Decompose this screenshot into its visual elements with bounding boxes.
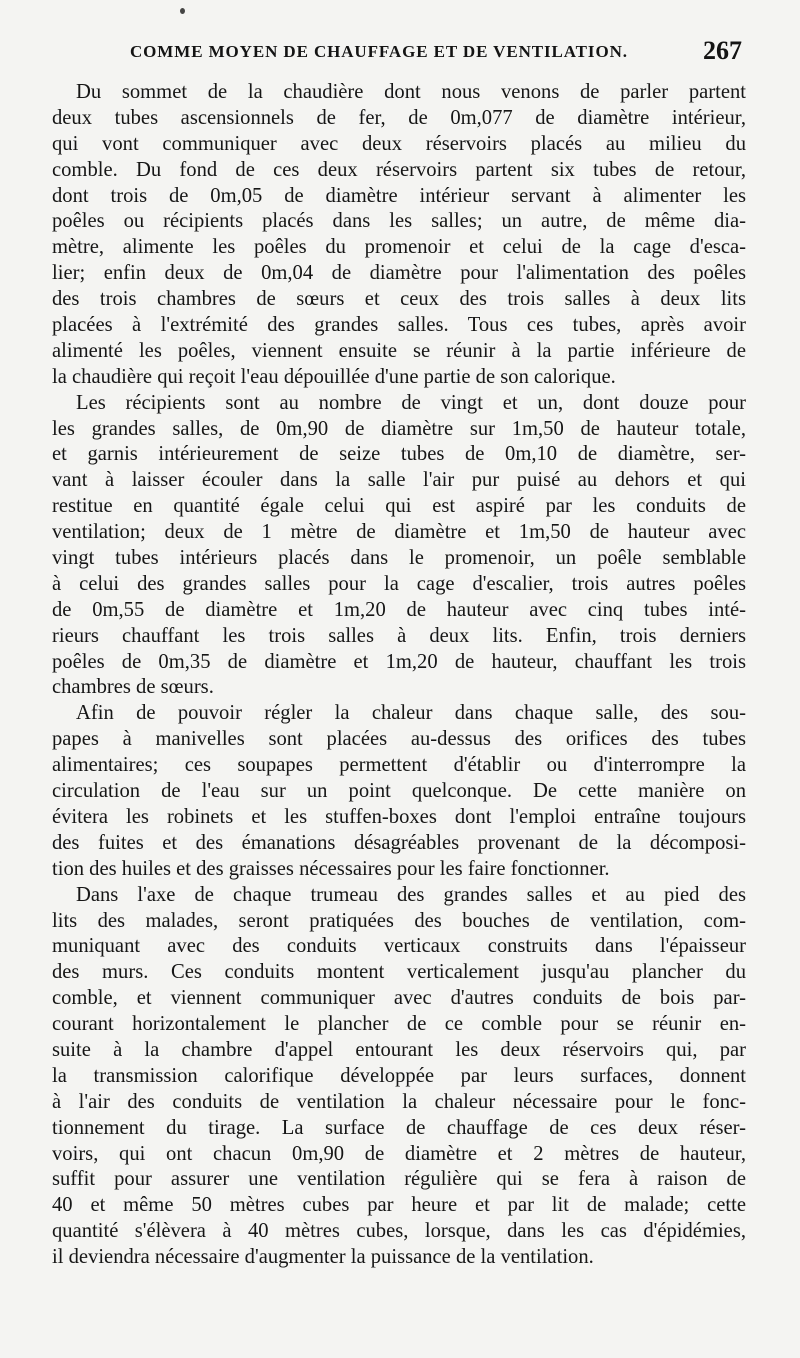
text-line: chambres de sœurs. [52,676,214,699]
text-line: alimentaires; ces soupapes permettent d'établir ou d'interrompre la [52,754,746,777]
body-text [52,80,746,1271]
text-line: comble, et viennent communiquer avec d'autres conduits de bois par- [52,987,746,1010]
text-line: lits des malades, seront pratiquées des bouches de ventilation, com- [52,909,746,932]
text-line: des fuites et des émanations désagréables provenant de la décomposi- [52,831,746,854]
paragraph [52,391,746,702]
text-line: comble. Du fond de ces deux réservoirs partent six tubes de retour, [52,158,746,181]
text-line: à celui des grandes salles pour la cage d'escalier, trois autres poêles [52,572,746,595]
text-line: la transmission calorifique développée par leurs surfaces, donnent [52,1064,746,1087]
running-title: COMME MOYEN DE CHAUFFAGE ET DE VENTILATION. [130,42,628,61]
text-line: poêles de 0m,35 de diamètre et 1m,20 de hauteur, chauffant les trois [52,650,746,673]
text-line: qui vont communiquer avec deux réservoirs placés au milieu du [52,132,746,155]
text-line: Dans l'axe de chaque trumeau des grandes salles et au pied des [76,883,746,906]
text-line: quantité s'élèvera à 40 mètres cubes, lorsque, dans les cas d'épidémies, [52,1220,746,1243]
text-line: ventilation; deux de 1 mètre de diamètre et 1m,50 de hauteur avec [52,521,746,544]
text-line: suite à la chambre d'appel entourant les deux réservoirs qui, par [52,1038,746,1061]
text-line: à l'air des conduits de ventilation la chaleur nécessaire pour le fonc- [52,1090,746,1113]
text-line: alimenté les poêles, viennent ensuite se réunir à la partie inférieure de [52,339,746,362]
text-line: placées à l'extrémité des grandes salles. Tous ces tubes, après avoir [52,314,746,337]
text-line: 40 et même 50 mètres cubes par heure et par lit de malade; cette [52,1194,746,1217]
text-line: deux tubes ascensionnels de fer, de 0m,077 de diamètre intérieur, [52,106,746,129]
text-line: papes à manivelles sont placées au-dessus des orifices des tubes [52,728,746,751]
text-line: la chaudière qui reçoit l'eau dépouillée d'une partie de son calorique. [52,365,616,388]
text-line: restitue en quantité égale celui qui est aspiré par les conduits de [52,495,746,518]
page-number: 267 [703,36,742,65]
paragraph [52,701,746,882]
text-line: vingt tubes intérieurs placés dans le promenoir, un poêle semblable [52,547,746,570]
text-line: lier; enfin deux de 0m,04 de diamètre pour l'alimentation des poêles [52,262,746,285]
text-line: rieurs chauffant les trois salles à deux lits. Enfin, trois derniers [52,624,746,647]
ink-speck [180,8,185,14]
text-line: des murs. Ces conduits montent verticalement jusqu'au plancher du [52,961,746,984]
text-line: évitera les robinets et les stuffen-boxes dont l'emploi entraîne toujours [52,805,746,828]
text-line: les grandes salles, de 0m,90 de diamètre sur 1m,50 de hauteur totale, [52,417,746,440]
text-line: Les récipients sont au nombre de vingt et un, dont douze pour [76,391,746,414]
text-line: de 0m,55 de diamètre et 1m,20 de hauteur avec cinq tubes inté- [52,598,746,621]
text-line: tionnement du tirage. La surface de chauffage de ces deux réser- [52,1116,746,1139]
text-line: muniquant avec des conduits verticaux construits dans l'épaisseur [52,935,746,958]
text-line: vant à laisser écouler dans la salle l'air pur puisé au dehors et qui [52,469,746,492]
text-line: tion des huiles et des graisses nécessaires pour les faire fonctionner. [52,857,610,880]
text-line: courant horizontalement le plancher de ce comble pour se réunir en- [52,1013,746,1036]
text-line: poêles ou récipients placés dans les salles; un autre, de même dia- [52,210,746,233]
text-line: suffit pour assurer une ventilation régulière qui se fera à raison de [52,1168,746,1191]
text-line: circulation de l'eau sur un point quelconque. De cette manière on [52,780,746,803]
text-line: Afin de pouvoir régler la chaleur dans chaque salle, des sou- [76,702,746,725]
text-line: il deviendra nécessaire d'augmenter la puissance de la ventilation. [52,1246,594,1269]
text-line: voirs, qui ont chacun 0m,90 de diamètre et 2 mètres de hauteur, [52,1142,746,1165]
running-head [130,38,742,68]
text-line: et garnis intérieurement de seize tubes de 0m,10 de diamètre, ser- [52,443,746,466]
paragraph [52,883,746,1271]
text-line: des trois chambres de sœurs et ceux des trois salles à deux lits [52,288,746,311]
paragraph [52,80,746,391]
text-line: dont trois de 0m,05 de diamètre intérieur servant à alimenter les [52,184,746,207]
text-line: mètre, alimente les poêles du promenoir et celui de la cage d'esca- [52,236,746,259]
text-line: Du sommet de la chaudière dont nous venons de parler partent [76,81,746,103]
